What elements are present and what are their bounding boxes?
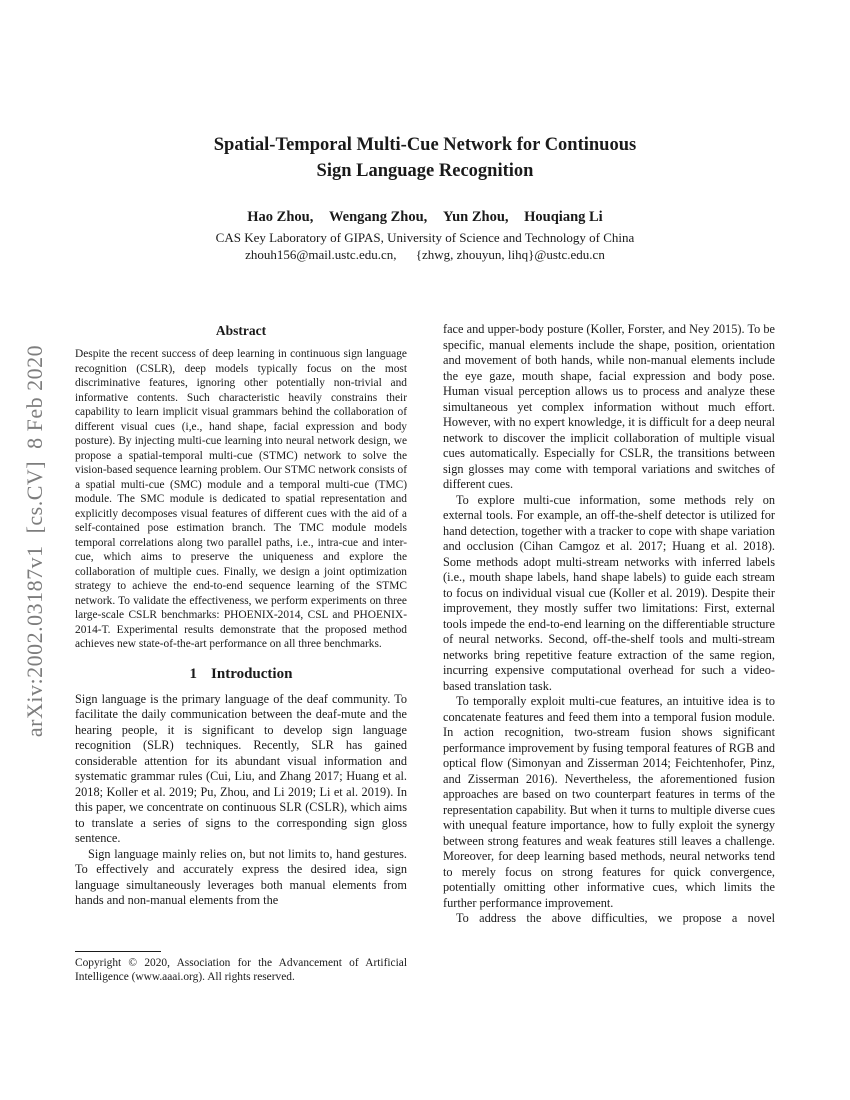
intro-paragraph-2: Sign language mainly relies on, but not limits to, hand gestures. To effectively and accurately express the desired idea, sign language simultaneously leverages both manual elements from hands and non-manual elements from the: [75, 846, 407, 907]
arxiv-watermark: arXiv:2002.03187v1 [cs.CV] 8 Feb 2020: [22, 344, 47, 738]
footnote-text: Copyright © 2020, Association for the Advancement of Artificial Intelligence (www.aaai.org). All rights reserved.: [75, 957, 407, 983]
left-column: [75, 322, 407, 984]
section-heading-introduction: [75, 665, 407, 684]
author-name: Hao Zhou,: [247, 209, 314, 225]
abstract-heading: Abstract: [215, 323, 267, 338]
affiliation-line: CAS Key Laboratory of GIPAS, University of Science and Technology of China: [215, 230, 635, 245]
footnote-rule: [75, 951, 161, 952]
body-paragraph-2: To explore multi-cue information, some methods rely on external tools. For example, an off-the-shelf detector is utilized for hand detection, together with a tracker to cope with shape variation and occlusion (Cihan Camgoz et al. 2017; Huang et al. 2018). Some methods adopt multi-stream networks with inferred labels (i.e., mouth shape labels, hand shape labels) to guide each stream to focus on individual visual cue (Koller et al. 2019). Despite their improvement, they mostly suffer two limitations: First, external tools impede the end-to-end learning on the differentiable structure of neural networks. Second, off-the-shelf tools and multi-stream networks bring repetitive feature extraction of the same region, incurring expensive computational overhead for such a video-based translation task.: [443, 492, 775, 693]
body-paragraph-4: To address the above difficulties, we propose a novel: [456, 911, 775, 925]
author-name: Houqiang Li: [524, 209, 603, 225]
author-name: Yun Zhou,: [442, 209, 509, 225]
emails-line: [0, 247, 850, 263]
paper-header: [0, 132, 850, 263]
paper-title-line-1: Spatial-Temporal Multi-Cue Network for Continuous: [213, 135, 637, 155]
email-address-group: {zhwg, zhouyun, lihq}@ustc.edu.cn: [415, 247, 605, 262]
right-column: [443, 322, 775, 927]
abstract-text: Despite the recent success of deep learning in continuous sign language recognition (CSLR), deep models typically focus on the most discriminative features, ignoring other potentially non-trivial and informative contents. Such characteristic heavily constrains their capability to learn implicit visual grammars behind the collaboration of different visual cues (i,e., hand shape, facial expression and body posture). By injecting multi-cue learning into neural network design, we propose a spatial-temporal multi-cue (STMC) network to solve the vision-based sequence learning problem. Our STMC network consists of a spatial multi-cue (SMC) module and a temporal multi-cue (TMC) module. The SMC module is dedicated to spatial representation and explicitly decomposes visual features of different cues with the aid of a self-contained pose estimation branch. The TMC module models temporal correlations along two parallel paths, i.e., intra-cue and inter-cue, which aims to preserve the uniqueness and explore the collaboration of multiple cues. Finally, we design a joint optimization strategy to achieve the end-to-end sequence learning of the STMC network. To validate the effectiveness, we perform experiments on three large-scale CSLR benchmarks: PHOENIX-2014, CSL and PHOENIX-2014-T. Experimental results demonstrate that the proposed method achieves new state-of-the-art performance on all three benchmarks.: [75, 348, 407, 650]
section-title: Introduction: [211, 665, 293, 682]
email-address: zhouh156@mail.ustc.edu.cn,: [245, 247, 397, 262]
section-number: 1: [189, 665, 198, 682]
authors-line: [0, 208, 850, 226]
copyright-footnote: [75, 951, 407, 984]
body-paragraph-1: face and upper-body posture (Koller, Forster, and Ney 2015). To be specific, manual elements include the shape, position, orientation and movement of both hands, while non-manual elements include the eye gaze, mouth shape, facial expression and body pose. Human visual perception allows us to process and analyze these simultaneous yet complex information without much effort. However, with no expert knowledge, it is difficult for a deep neural network to discover the implicit collaboration of multiple visual cues automatically. Especially for CSLR, the transitions between sign glosses may come with temporal variations and switches of different cues.: [443, 322, 775, 491]
intro-paragraph-1: Sign language is the primary language of the deaf community. To facilitate the daily communication between the deaf-mute and the hearing people, it is significant to develop sign language recognition (SLR) techniques. Recently, SLR has gained considerable attention for its abundant visual information and systematic grammar rules (Cui, Liu, and Zhang 2017; Huang et al. 2018; Koller et al. 2019; Pu, Zhou, and Li 2019; Li et al. 2019). In this paper, we concentrate on continuous SLR (CSLR), which aims to translate a series of signs to the corresponding sign gloss sentence.: [75, 691, 407, 845]
paper-title-line-2: Sign Language Recognition: [316, 161, 534, 181]
author-name: Wengang Zhou,: [328, 209, 428, 225]
body-paragraph-3: To temporally exploit multi-cue features, an intuitive idea is to concatenate features and feed them into a temporal fusion module. In action recognition, two-stream fusion shows significant performance improvement by fusing temporal features of RGB and optical flow (Simonyan and Zisserman 2014; Feichtenhofer, Pinz, and Zisserman 2016). Nevertheless, the aforementioned fusion approaches are based on two counterpart features in terms of the representation capability. But when it turns to multiple diverse cues with unequal feature importance, how to fully exploit the synergy between strong features and weak features still leaves a challenge. Moreover, for deep learning based methods, neural networks tend to merely focus on strong features for quick convergence, potentially omitting other informative cues, which limits the further performance improvement.: [443, 694, 775, 910]
